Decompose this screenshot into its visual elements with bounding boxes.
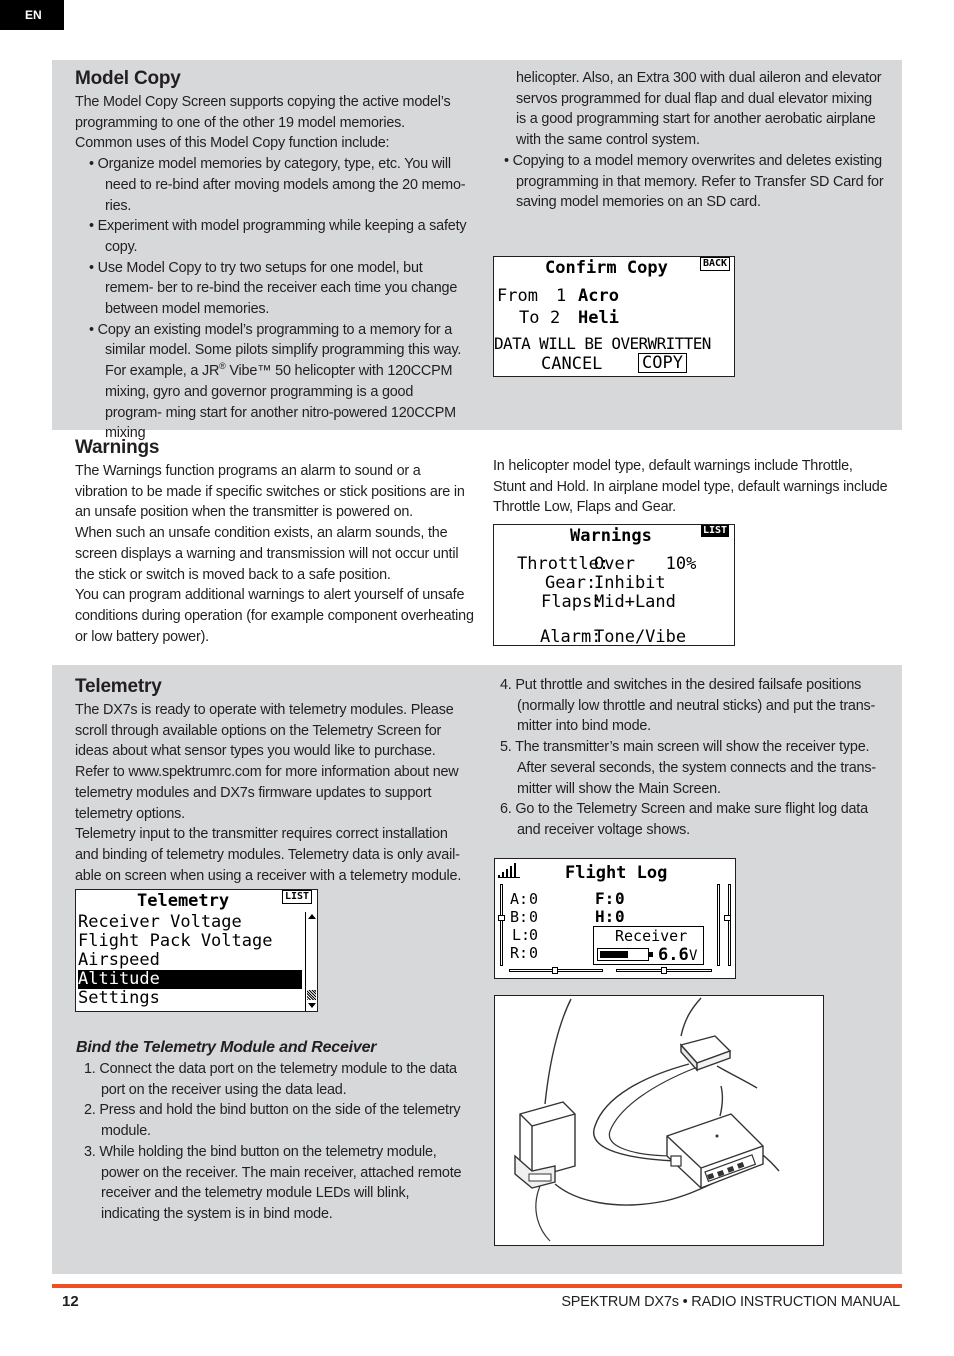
telemetry-paragraph: Telemetry input to the transmitter requires correct installation and binding of telemetry modules. Telemetry data is only avail- able on screen when using a receiver with a telemetry module. bbox=[75, 826, 462, 884]
telemetry-heading: Telemetry bbox=[75, 676, 162, 697]
list-item: 1. Connect the data port on the telemetry module to the data port on the receiver using the data lead. bbox=[84, 1061, 457, 1098]
gear-value[interactable]: Inhibit bbox=[594, 573, 666, 593]
alarm-value[interactable]: Tone/Vibe bbox=[594, 627, 687, 647]
battery-icon bbox=[597, 948, 649, 961]
list-item: • Copying to a model memory overwrites and deletes existing programming in that memory. Refer to Transfer SD Card for saving model memories on an SD card. bbox=[504, 152, 884, 211]
list-item: • Organize model memories by category, type, etc. You will need to re-bind after moving models among the 20 memo- ries. bbox=[89, 156, 466, 214]
telemetry-paragraph: The DX7s is ready to operate with telemetry modules. Please scroll through available options on the Telemetry Screen for ideas about what sensor types you would like to purchase. bbox=[75, 702, 454, 760]
flaps-label: Flaps: bbox=[541, 592, 603, 612]
receiver-voltage-box bbox=[593, 926, 704, 965]
counter-a-value: 0 bbox=[529, 890, 539, 908]
receiver-wiring-illustration bbox=[495, 996, 825, 1247]
language-tab: EN bbox=[0, 0, 64, 30]
footer-rule bbox=[52, 1284, 902, 1288]
bind-instructions-right bbox=[492, 675, 884, 841]
left-trim-marker bbox=[498, 915, 505, 921]
list-item[interactable]: Flight Pack Voltage bbox=[78, 931, 273, 951]
to-label: To bbox=[519, 308, 540, 328]
warnings-paragraph: The Warnings function programs an alarm to sound or a vibration to be made if specific switches or stick positions are in an unsafe position when the transmitter is powered on. bbox=[75, 463, 465, 521]
to-number: 2 bbox=[550, 308, 561, 328]
bind-instructions-left bbox=[76, 1037, 471, 1225]
counter-f-value: 0 bbox=[615, 889, 625, 908]
counter-h-label: H: bbox=[595, 907, 615, 926]
footer-manual-title: SPEKTRUM DX7s • RADIO INSTRUCTION MANUAL bbox=[561, 1294, 900, 1310]
to-model-name[interactable]: Heli bbox=[578, 308, 619, 328]
overwrite-warning: DATA WILL BE OVERWRITTEN bbox=[494, 334, 711, 353]
from-model-name[interactable]: Acro bbox=[578, 286, 619, 306]
battery-fill bbox=[600, 951, 628, 958]
scrollbar[interactable] bbox=[305, 912, 317, 1011]
bottom-trim-marker-right bbox=[661, 967, 667, 974]
warnings-screen bbox=[493, 524, 735, 646]
telemetry-paragraph: Refer to www.spektrumrc.com for more information about new telemetry modules and DX7s firmware updates to support telemetry options. bbox=[75, 764, 459, 822]
counter-b-value: 0 bbox=[529, 908, 539, 926]
warnings-defaults-paragraph: In helicopter model type, default warnings include Throttle, Stunt and Hold. In airplane model type, default warnings include Throttle Low, Flaps and Gear. bbox=[493, 458, 888, 516]
bind-steps bbox=[76, 1059, 471, 1225]
bind-heading: Bind the Telemetry Module and Receiver bbox=[76, 1039, 377, 1056]
battery-tip bbox=[649, 952, 653, 957]
counter-a-label: A: bbox=[510, 890, 529, 908]
model-copy-right-column bbox=[499, 68, 884, 213]
warnings-heading: Warnings bbox=[75, 437, 160, 458]
signal-bars-icon bbox=[498, 862, 520, 878]
scroll-thumb[interactable] bbox=[307, 990, 316, 1000]
scroll-up-arrow-icon[interactable] bbox=[308, 914, 316, 919]
bind-steps bbox=[492, 675, 884, 841]
bottom-trim-marker-left bbox=[552, 967, 558, 974]
confirm-copy-screen bbox=[493, 256, 735, 377]
receiver-voltage-unit: V bbox=[689, 948, 698, 964]
flaps-value[interactable]: Mid+Land bbox=[594, 592, 676, 612]
model-copy-bullets bbox=[81, 154, 470, 444]
screen-title: Telemetry bbox=[137, 891, 230, 911]
gear-label: Gear: bbox=[545, 573, 597, 593]
list-item[interactable]: Settings bbox=[78, 988, 160, 1008]
counter-h-value: 0 bbox=[615, 907, 625, 926]
right-trim-marker bbox=[724, 915, 731, 921]
warnings-right-column bbox=[493, 456, 888, 518]
alarm-label: Alarm: bbox=[540, 627, 602, 647]
list-item: 2. Press and hold the bind button on the side of the telemetry module. bbox=[84, 1102, 461, 1140]
list-item: 5. The transmitter’s main screen will show the receiver type. After several seconds, the system connects and the trans- mitter will show the Main Screen. bbox=[500, 739, 876, 797]
warnings-paragraph: When such an unsafe condition exists, an alarm sounds, the screen displays a warning and transmission will not occur until the stick or switch is moved back to a safe position. bbox=[75, 525, 459, 583]
left-trim-bar bbox=[500, 884, 503, 966]
model-copy-heading: Model Copy bbox=[75, 68, 181, 89]
right-trim-bar-2 bbox=[728, 884, 731, 966]
warnings-left-column bbox=[75, 436, 475, 647]
screen-title: Confirm Copy bbox=[545, 258, 668, 278]
right-trim-bar-1 bbox=[717, 884, 720, 966]
throttle-value[interactable]: Over 10% bbox=[594, 554, 697, 574]
counter-l-label: L: bbox=[512, 926, 531, 944]
list-item: 4. Put throttle and switches in the desired failsafe positions (normally low throttle and neutral sticks) and put the trans- mitter into bind mode. bbox=[500, 677, 876, 735]
screen-title: Flight Log bbox=[565, 863, 668, 883]
receiver-voltage-value: 6.6 bbox=[658, 945, 689, 965]
list-item: 6. Go to the Telemetry Screen and make sure flight log data and receiver voltage shows. bbox=[500, 801, 868, 838]
model-copy-continuation: helicopter. Also, an Extra 300 with dual aileron and elevator servos programmed for dual flap and dual elevator mixing is a good programming start for another aerobatic airplane with the same control system. bbox=[516, 70, 882, 149]
telemetry-screen bbox=[75, 889, 318, 1012]
counter-r-value: 0 bbox=[529, 944, 539, 962]
model-copy-left-column bbox=[75, 67, 470, 444]
list-button[interactable]: LIST bbox=[282, 890, 312, 904]
list-item-text: • Copy an existing model’s programming to a memory for a similar model. Some pilots simplify programming this way. For example, a JR bbox=[89, 321, 462, 380]
list-button[interactable]: LIST bbox=[703, 525, 728, 536]
scroll-down-arrow-icon[interactable] bbox=[308, 1003, 316, 1008]
counter-r-label: R: bbox=[510, 944, 529, 962]
registered-mark: ® bbox=[219, 361, 226, 372]
receiver-label: Receiver bbox=[615, 927, 688, 945]
copy-button[interactable]: COPY bbox=[638, 353, 687, 373]
model-copy-right-bullets bbox=[499, 151, 884, 213]
list-item[interactable]: Receiver Voltage bbox=[78, 912, 242, 932]
back-button[interactable]: BACK bbox=[700, 257, 730, 271]
throttle-label: Throttle: bbox=[517, 554, 610, 574]
counter-l-value: 0 bbox=[529, 926, 539, 944]
flight-log-screen bbox=[494, 858, 736, 979]
list-item: • Experiment with model programming while keeping a safety copy. bbox=[89, 218, 467, 255]
from-number: 1 bbox=[556, 286, 567, 306]
from-label: From bbox=[497, 286, 538, 306]
list-item-text: Vibe™ 50 helicopter with 120CCPM mixing, gyro and governor programming is a good program- ming start for another nitro-powered 120CCPM mixing bbox=[105, 363, 456, 442]
list-item-selected[interactable]: Altitude bbox=[78, 970, 302, 989]
telemetry-left-column bbox=[75, 675, 470, 886]
list-item[interactable]: Airspeed bbox=[78, 950, 160, 970]
model-copy-intro: Common uses of this Model Copy function include: bbox=[75, 135, 390, 152]
counter-f-label: F: bbox=[595, 889, 615, 908]
cancel-button[interactable]: CANCEL bbox=[541, 354, 603, 374]
warnings-paragraph: You can program additional warnings to alert yourself of unsafe conditions during operation (for example component overheating or low battery power). bbox=[75, 587, 474, 645]
telemetry-options-list bbox=[78, 913, 302, 1008]
counter-b-label: B: bbox=[510, 908, 529, 926]
model-copy-intro: The Model Copy Screen supports copying the active model’s programming to one of the other 19 model memories. bbox=[75, 94, 451, 131]
list-item: 3. While holding the bind button on the telemetry module, power on the receiver. The main receiver, attached remote receiver and the telemetry module LEDs will blink, indicating the system is in bind mode. bbox=[84, 1143, 462, 1222]
telemetry-module-receiver-photo bbox=[494, 995, 824, 1246]
list-item bbox=[81, 320, 470, 444]
screen-title: Warnings bbox=[570, 526, 652, 546]
list-item: • Use Model Copy to try two setups for one model, but remem- ber to re-bind the receiver each time you change between model memories. bbox=[89, 259, 458, 318]
page-number: 12 bbox=[62, 1293, 79, 1310]
